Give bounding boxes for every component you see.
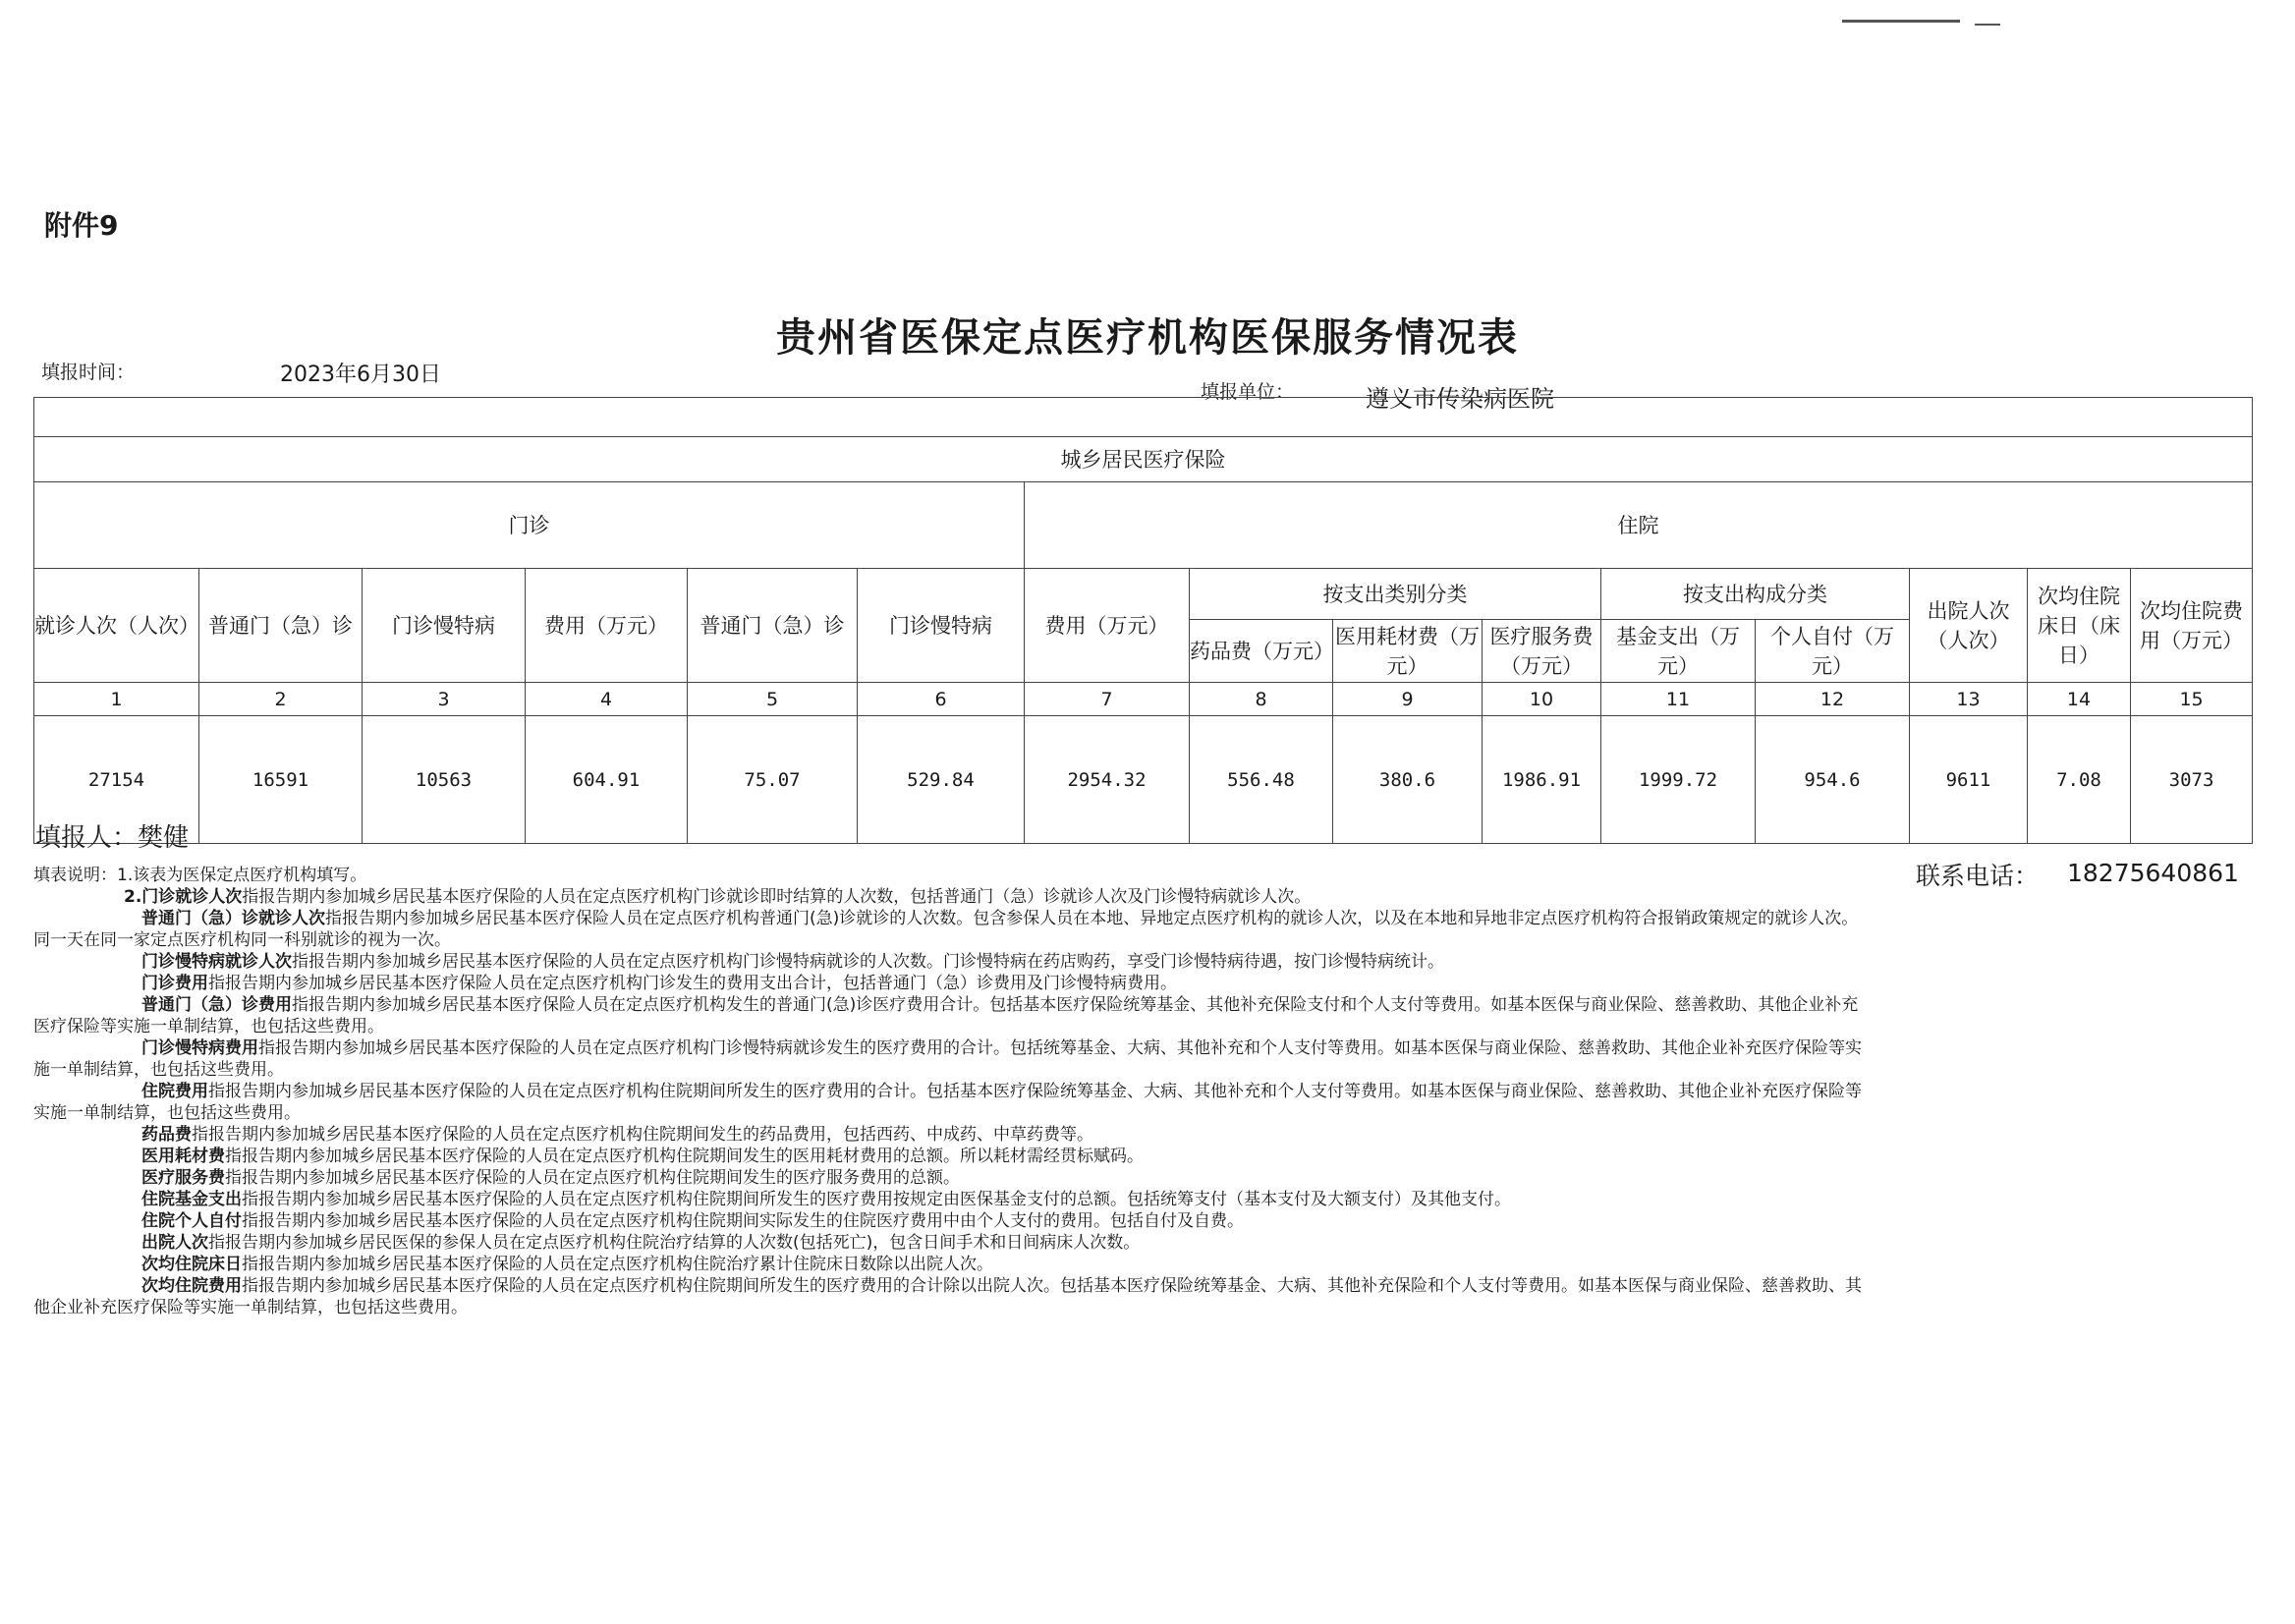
note-text: 指报告期内参加城乡居民基本医疗保险的人员在定点医疗机构门诊就诊即时结算的人次数，包括普通门（急）诊就诊人次及门诊慢特病就诊人次。	[242, 887, 1312, 907]
value-cell: 1986.91	[1483, 716, 1601, 844]
consumables-cost-header: 医用耗材费（万元）	[1333, 620, 1483, 683]
note-text: 指报告期内参加城乡居民基本医疗保险的人员在定点医疗机构住院期间发生的医用耗材费用的总额。所以耗材需经贯标赋码。	[225, 1147, 1144, 1166]
visits-chronic-header: 门诊慢特病	[363, 569, 526, 683]
discharges-header: 出院人次（人次）	[1910, 569, 2028, 683]
note-key: 医用耗材费	[141, 1147, 225, 1166]
visits-total-header: 就诊人次（人次）	[34, 569, 199, 683]
phone-label: 联系电话：	[1916, 862, 2040, 890]
note-key: 次均住院床日	[141, 1255, 242, 1274]
col-index: 7	[1025, 683, 1190, 716]
phone-value: 18275640861	[2067, 859, 2239, 887]
fill-time-label: 填报时间：	[41, 362, 136, 383]
visits-general-header: 普通门（急）诊	[199, 569, 363, 683]
note-text: 指报告期内参加城乡居民基本医疗保险的人员在定点医疗机构门诊慢特病就诊的人次数。门诊慢特病在药店购药，享受门诊慢特病待遇，按门诊慢特病统计。	[292, 952, 1444, 972]
col-index: 12	[1756, 683, 1910, 716]
value-cell: 604.91	[526, 716, 688, 844]
scan-mark	[1975, 24, 2000, 26]
value-cell: 529.84	[858, 716, 1025, 844]
by-category-header: 按支出类别分类	[1190, 569, 1601, 620]
cost-chronic-header: 门诊慢特病	[858, 569, 1025, 683]
note-key: 出院人次	[141, 1233, 208, 1253]
value-cell: 75.07	[688, 716, 858, 844]
note-key: 门诊慢特病费用	[141, 1038, 258, 1058]
note-key: 门诊费用	[141, 974, 208, 993]
value-cell: 380.6	[1333, 716, 1483, 844]
note-line: 施一单制结算，也包括这些费用。	[33, 1060, 284, 1080]
self-pay-header: 个人自付（万元）	[1756, 620, 1910, 683]
note-text: 指报告期内参加城乡居民医保的参保人员在定点医疗机构住院治疗结算的人次数(包括死亡)，包含日间手术和日间病床人次数。	[208, 1233, 1141, 1253]
note-text: 指报告期内参加城乡居民基本医疗保险的人员在定点医疗机构住院期间所发生的医疗费用按规定由医保基金支付的总额。包括统筹支付（基本支付及大额支付）及其他支付。	[242, 1190, 1511, 1209]
note-key: 普通门（急）诊费用	[141, 995, 292, 1015]
col-index: 8	[1190, 683, 1333, 716]
note-line: 医疗保险等实施一单制结算，也包括这些费用。	[33, 1017, 384, 1036]
note-line: 填表说明：1.该表为医保定点医疗机构填写。	[33, 866, 367, 885]
attachment-label: 附件9	[44, 209, 119, 242]
note-text: 指报告期内参加城乡居民基本医疗保险人员在定点医疗机构发生的普通门(急)诊医疗费用合计。包括基本医疗保险统筹基金、其他补充保险支付和个人支付等费用。如基本医保与商业保险、慈善救助、其他企业补充	[292, 995, 1859, 1015]
col-index: 4	[526, 683, 688, 716]
col-index: 2	[199, 683, 363, 716]
inpatient-header: 住院	[1025, 482, 2253, 569]
note-line	[33, 886, 2254, 908]
value-cell: 556.48	[1190, 716, 1333, 844]
outpatient-header: 门诊	[34, 482, 1025, 569]
note-key: 普通门（急）诊就诊人次	[141, 909, 325, 928]
note-line	[33, 1124, 2254, 1146]
col-index: 11	[1601, 683, 1756, 716]
note-key: 药品费	[141, 1125, 192, 1145]
value-cell: 7.08	[2028, 716, 2131, 844]
col-index: 6	[858, 683, 1025, 716]
col-index: 13	[1910, 683, 2028, 716]
col-index: 9	[1333, 683, 1483, 716]
note-line	[33, 951, 2254, 973]
fill-unit-value: 遵义市传染病医院	[1366, 385, 1554, 413]
note-line	[33, 1189, 2254, 1210]
note-text: 指报告期内参加城乡居民基本医疗保险人员在定点医疗机构门诊发生的费用支出合计，包括普通门（急）诊费用及门诊慢特病费用。	[208, 974, 1177, 993]
note-text: 指报告期内参加城乡居民基本医疗保险的人员在定点医疗机构住院治疗累计住院床日数除以出院人次。	[242, 1255, 993, 1274]
fill-unit-label: 填报单位：	[1201, 381, 1295, 403]
page-title: 贵州省医保定点医疗机构医保服务情况表	[776, 315, 1519, 361]
fill-instructions	[33, 865, 2254, 1318]
col-index: 15	[2131, 683, 2253, 716]
cost-general-header: 普通门（急）诊	[688, 569, 858, 683]
value-cell: 954.6	[1756, 716, 1910, 844]
note-key: 住院费用	[141, 1082, 208, 1101]
fund-expense-header: 基金支出（万元）	[1601, 620, 1756, 683]
note-line	[33, 994, 2254, 1016]
value-cell: 10563	[363, 716, 526, 844]
col-index: 5	[688, 683, 858, 716]
value-cell: 9611	[1910, 716, 2028, 844]
table-top-spacer	[34, 398, 2253, 437]
fill-time-value: 2023年6月30日	[280, 363, 441, 387]
note-text: 指报告期内参加城乡居民基本医疗保险的人员在定点医疗机构住院期间所发生的医疗费用的合计。包括基本医疗保险统筹基金、大病、其他补充和个人支付等费用。如基本医保与商业保险、慈善救助、其他企业补充医疗保险等	[208, 1082, 1862, 1101]
col-index: 1	[34, 683, 199, 716]
note-key: 住院基金支出	[141, 1190, 242, 1209]
note-text: 指报告期内参加城乡居民基本医疗保险的人员在定点医疗机构住院期间所发生的医疗费用的合计除以出院人次。包括基本医疗保险统筹基金、大病、其他补充保险和个人支付等费用。如基本医保与商业保险、慈善救助、其	[242, 1276, 1862, 1296]
note-key: 医疗服务费	[141, 1168, 225, 1188]
note-line	[33, 1275, 2254, 1297]
note-key: 住院个人自付	[141, 1211, 242, 1231]
note-line: 实施一单制结算，也包括这些费用。	[33, 1103, 301, 1123]
note-line: 同一天在同一家定点医疗机构同一科别就诊的视为一次。	[33, 930, 451, 950]
service-cost-header: 医疗服务费（万元）	[1483, 620, 1601, 683]
note-text: 指报告期内参加城乡居民基本医疗保险人员在定点医疗机构普通门(急)诊就诊的人次数。包含参保人员在本地、异地定点医疗机构的就诊人次，以及在本地和异地非定点医疗机构符合报销政策规定的就诊人次。	[325, 909, 1859, 928]
note-line	[33, 908, 2254, 929]
note-line	[33, 1167, 2254, 1189]
note-text: 指报告期内参加城乡居民基本医疗保险的人员在定点医疗机构门诊慢特病就诊发生的医疗费用的合计。包括统筹基金、大病、其他补充和个人支付等费用。如基本医保与商业保险、慈善救助、其他企业补充医疗保险等实	[258, 1038, 1862, 1058]
note-key: 次均住院费用	[141, 1276, 242, 1296]
note-line	[33, 1254, 2254, 1275]
avg-cost-header: 次均住院费用（万元）	[2131, 569, 2253, 683]
note-line	[33, 973, 2254, 994]
note-line	[33, 1146, 2254, 1167]
note-line	[33, 1081, 2254, 1102]
col-index: 14	[2028, 683, 2131, 716]
by-structure-header: 按支出构成分类	[1601, 569, 1910, 620]
avg-days-header: 次均住院床日（床日）	[2028, 569, 2131, 683]
note-text: 指报告期内参加城乡居民基本医疗保险的人员在定点医疗机构住院期间实际发生的住院医疗费用中由个人支付的费用。包括自付及自费。	[242, 1211, 1244, 1231]
value-cell: 1999.72	[1601, 716, 1756, 844]
note-key: 门诊慢特病就诊人次	[141, 952, 292, 972]
cost-total-header: 费用（万元）	[526, 569, 688, 683]
note-line	[33, 1037, 2254, 1059]
note-key: 2.门诊就诊人次	[124, 887, 243, 907]
value-cell: 16591	[199, 716, 363, 844]
col-index: 3	[363, 683, 526, 716]
service-table	[33, 397, 2252, 844]
note-line	[33, 1210, 2254, 1232]
note-text: 指报告期内参加城乡居民基本医疗保险的人员在定点医疗机构住院期间发生的药品费用，包括西药、中成药、中草药费等。	[192, 1125, 1093, 1145]
value-cell: 3073	[2131, 716, 2253, 844]
value-cell: 2954.32	[1025, 716, 1190, 844]
col-index: 10	[1483, 683, 1601, 716]
note-text: 指报告期内参加城乡居民基本医疗保险的人员在定点医疗机构住院期间发生的医疗服务费用的总额。	[225, 1168, 960, 1188]
value-cell: 27154	[34, 716, 199, 844]
inpatient-cost-header: 费用（万元）	[1025, 569, 1190, 683]
note-line	[33, 1232, 2254, 1254]
note-line: 他企业补充医疗保险等实施一单制结算，也包括这些费用。	[33, 1298, 468, 1317]
scan-mark	[1842, 20, 1960, 23]
reporter-label: 填报人：樊健	[35, 823, 190, 853]
insurance-type-header: 城乡居民医疗保险	[34, 437, 2253, 482]
drug-cost-header: 药品费（万元）	[1190, 620, 1333, 683]
